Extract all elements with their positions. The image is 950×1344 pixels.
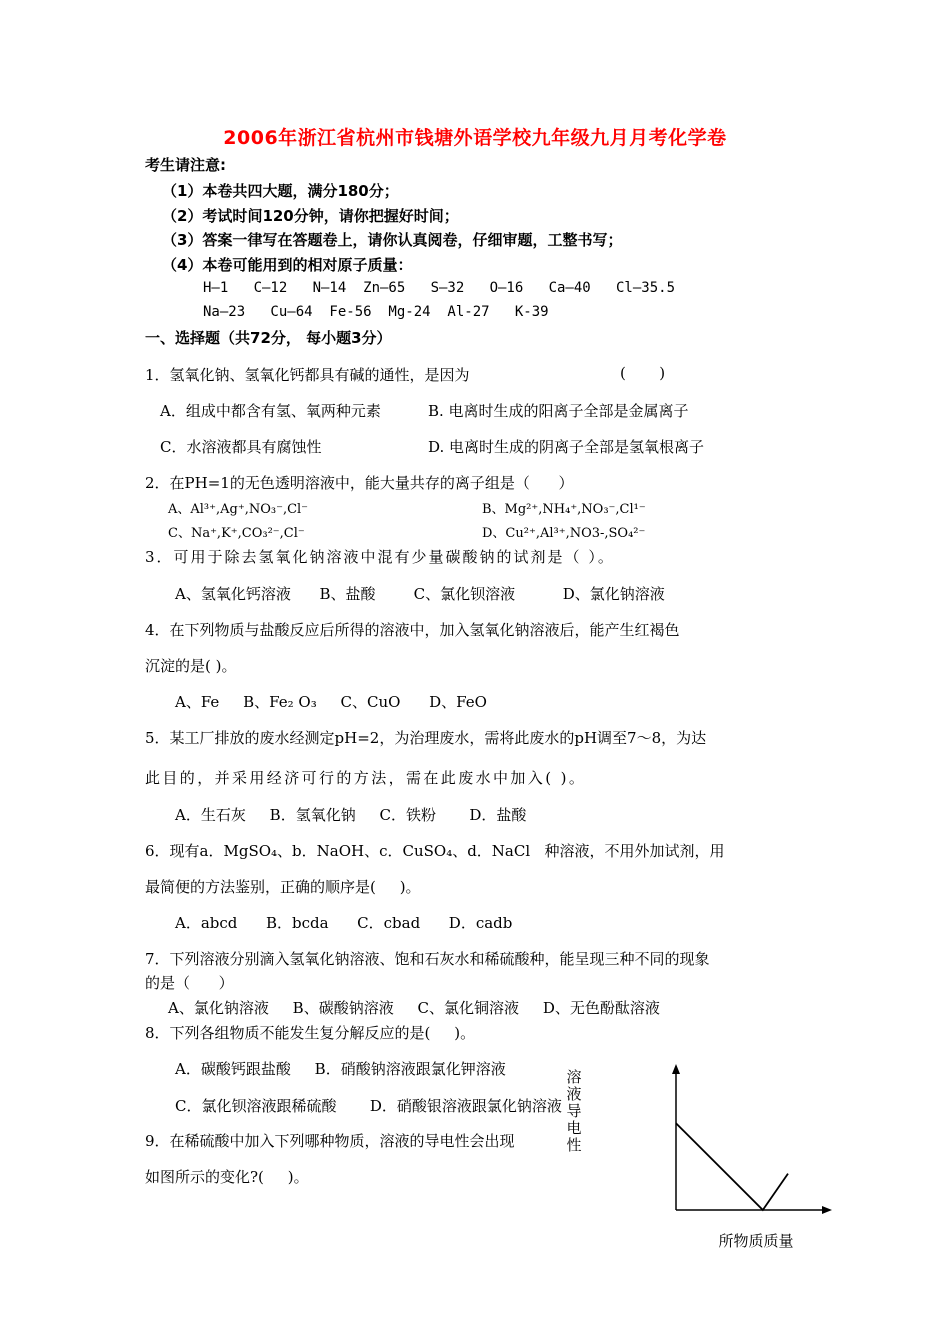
question-3-options: A、氢氧化钙溶液 B、盐酸 C、氯化钡溶液 D、氯化钠溶液 [175, 585, 665, 603]
question-2-option-a: A、Al³⁺,Ag⁺,NO₃⁻,Cl⁻ [168, 502, 309, 517]
y-axis-label-char: 溶 [566, 1068, 582, 1086]
question-4-stem-line-1: 4．在下列物质与盐酸反应后所得的溶液中，加入氢氧化钠溶液后，能产生红褐色 [145, 621, 680, 639]
question-1-stem: 1．氢氧化钠、氢氧化钙都具有碱的通性，是因为 [145, 366, 470, 384]
question-2-option-b: B、Mg²⁺,NH₄⁺,NO₃⁻,Cl¹⁻ [482, 502, 646, 517]
question-8-stem: 8．下列各组物质不能发生复分解反应的是( )。 [145, 1024, 476, 1042]
question-9-stem-line-1: 9．在稀硫酸中加入下列哪种物质，溶液的导电性会出现 [145, 1132, 515, 1150]
question-2-stem: 2．在PH=1的无色透明溶液中，能大量共存的离子组是（ ） [145, 474, 574, 492]
question-8-options-ab: A．碳酸钙跟盐酸 B．硝酸钠溶液跟氯化钾溶液 [175, 1060, 506, 1078]
question-5-stem-line-2: 此目的，并采用经济可行的方法，需在此废水中加入( )。 [145, 769, 587, 787]
notice-item-1: （1）本卷共四大题，满分180分； [162, 182, 399, 200]
y-axis-label-char: 性 [566, 1136, 582, 1154]
question-7-stem-line-1: 7．下列溶液分别滴入氢氧化钠溶液、饱和石灰水和稀硫酸种，能呈现三种不同的现象 [145, 950, 710, 968]
notice-item-2: （2）考试时间120分钟，请你把握好时间； [162, 207, 459, 225]
y-axis-arrow [672, 1064, 680, 1074]
y-axis-label-char: 电 [566, 1119, 582, 1137]
y-axis-label-char: 导 [566, 1102, 582, 1120]
atomic-masses-line-2: Na—23 Cu—64 Fe-56 Mg-24 Al-27 K-39 [203, 304, 549, 320]
conductivity-series-line [676, 1123, 788, 1210]
question-3-stem: 3．可用于除去氢氧化钠溶液中混有少量碳酸钠的试剂是（ ）。 [145, 548, 615, 566]
question-8-options-cd: C．氯化钡溶液跟稀硫酸 D．硝酸银溶液跟氯化钠溶液 [175, 1097, 562, 1115]
question-6-stem-line-2: 最简便的方法鉴别，正确的顺序是( )。 [145, 878, 421, 896]
question-1-option-b: B. 电离时生成的阳离子全部是金属离子 [428, 402, 689, 420]
question-7-options: A、氯化钠溶液 B、碳酸钠溶液 C、氯化铜溶液 D、无色酚酞溶液 [168, 999, 660, 1017]
question-4-options: A、Fe B、Fe₂ O₃ C、CuO D、FeO [175, 693, 487, 711]
question-4-stem-line-2: 沉淀的是( )。 [145, 657, 237, 675]
atomic-masses-line-1: H—1 C—12 N—14 Zn—65 S—32 O—16 Ca—40 Cl—35.5 [203, 280, 676, 296]
question-2-option-c: C、Na⁺,K⁺,CO₃²⁻,Cl⁻ [168, 526, 305, 541]
x-axis-label: 所物质质量 [718, 1232, 794, 1250]
question-7-stem-line-2: 的是（ ） [145, 974, 234, 992]
y-axis-label-char: 液 [566, 1085, 582, 1103]
notice-item-4: （4）本卷可能用到的相对原子质量： [162, 256, 413, 274]
notice-item-3: （3）答案一律写在答题卷上，请你认真阅卷，仔细审题，工整书写； [162, 231, 623, 249]
question-1-option-d: D. 电离时生成的阴离子全部是氢氧根离子 [428, 438, 705, 456]
page-title: 2006年浙江省杭州市钱塘外语学校九年级九月月考化学卷 [223, 127, 727, 149]
question-1-option-c: C．水溶液都具有腐蚀性 [160, 438, 322, 456]
section-heading: 一、选择题（共72分， 每小题3分） [145, 329, 392, 347]
question-6-options: A．abcd B．bcda C．cbad D．cadb [175, 914, 513, 932]
question-1-option-a: A．组成中都含有氢、氧两种元素 [160, 402, 381, 420]
question-6-stem-line-1: 6．现有a．MgSO₄、b．NaOH、c．CuSO₄、d．NaCl 种溶液，不用外加试剂，用 [145, 842, 725, 860]
question-1-answer-paren: ( ) [620, 364, 666, 382]
question-5-stem-line-1: 5．某工厂排放的废水经测定pH=2，为治理废水，需将此废水的pH调至7～8，为达 [145, 729, 707, 747]
question-9-stem-line-2: 如图所示的变化?( )。 [145, 1168, 309, 1186]
conductivity-chart [560, 1060, 840, 1260]
x-axis-arrow [822, 1206, 832, 1214]
notice-heading: 考生请注意: [145, 156, 226, 174]
question-2-option-d: D、Cu²⁺,Al³⁺,NO3-,SO₄²⁻ [482, 526, 646, 541]
question-5-options: A．生石灰 B．氢氧化钠 C．铁粉 D．盐酸 [175, 806, 527, 824]
